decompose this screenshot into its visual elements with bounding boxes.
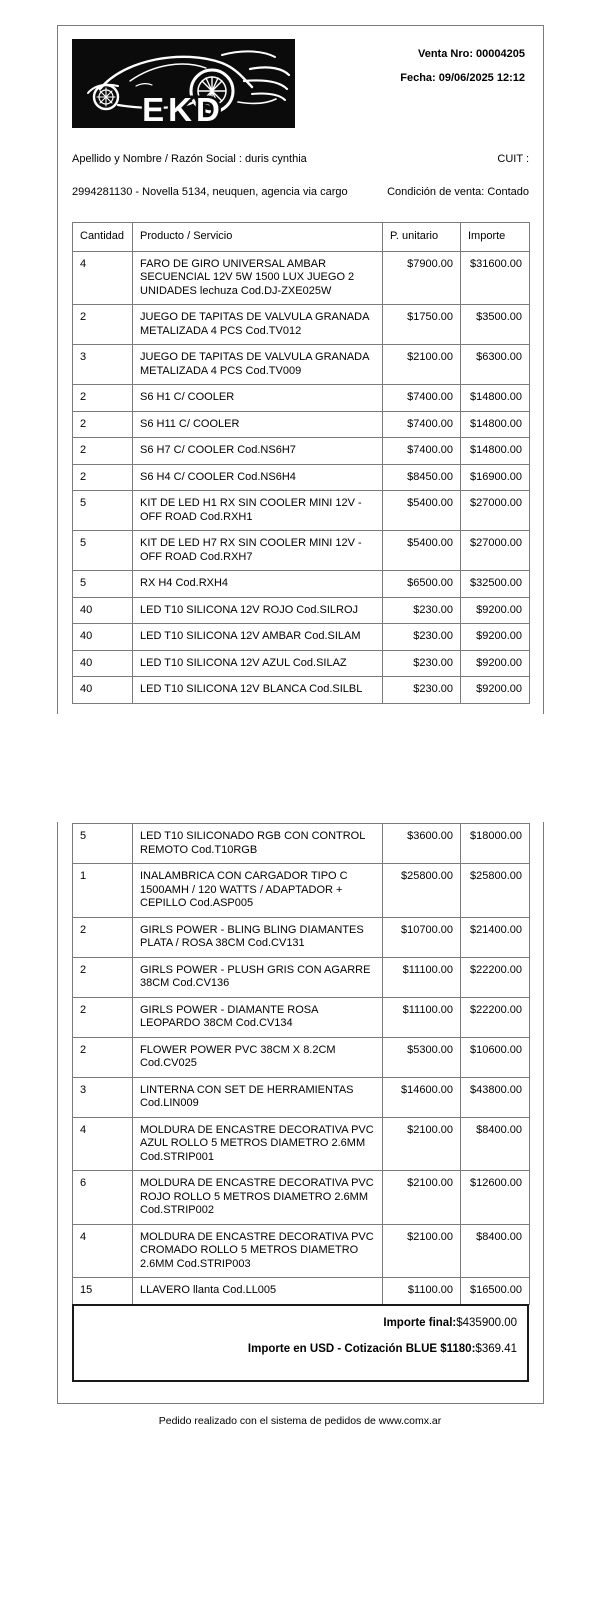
table-row xyxy=(73,411,530,438)
cell-qty: 5 xyxy=(73,824,133,864)
table-row xyxy=(73,385,530,412)
cell-unit-price: $2100.00 xyxy=(383,1224,461,1278)
cell-amount: $27000.00 xyxy=(461,491,530,531)
cell-qty: 40 xyxy=(73,677,133,704)
table-row xyxy=(73,491,530,531)
cell-qty: 2 xyxy=(73,957,133,997)
cell-amount: $9200.00 xyxy=(461,624,530,651)
cell-qty: 2 xyxy=(73,917,133,957)
cell-amount: $14800.00 xyxy=(461,438,530,465)
cell-product: LED T10 SILICONA 12V ROJO Cod.SILROJ xyxy=(133,597,383,624)
cell-product: MOLDURA DE ENCASTRE DECORATIVA PVC AZUL ROLLO 5 METROS DIAMETRO 2.6MM Cod.STRIP001 xyxy=(133,1117,383,1171)
header-p-unitario: P. unitario xyxy=(383,223,461,252)
cell-amount: $8400.00 xyxy=(461,1117,530,1171)
cell-unit-price: $1750.00 xyxy=(383,305,461,345)
cell-amount: $27000.00 xyxy=(461,531,530,571)
cell-product: RX H4 Cod.RXH4 xyxy=(133,571,383,598)
ekd-car-logo xyxy=(72,39,295,128)
cell-unit-price: $2100.00 xyxy=(383,345,461,385)
table-header-row xyxy=(73,223,530,252)
cell-unit-price: $2100.00 xyxy=(383,1117,461,1171)
cell-amount: $3500.00 xyxy=(461,305,530,345)
customer-row-2 xyxy=(72,186,529,199)
cell-amount: $6300.00 xyxy=(461,345,530,385)
cell-unit-price: $7400.00 xyxy=(383,385,461,412)
table-row xyxy=(73,1278,530,1305)
cell-unit-price: $5400.00 xyxy=(383,531,461,571)
table-row xyxy=(73,624,530,651)
cell-qty: 2 xyxy=(73,997,133,1037)
cell-product: GIRLS POWER - DIAMANTE ROSA LEOPARDO 38CM Cod.CV134 xyxy=(133,997,383,1037)
cell-product: FLOWER POWER PVC 38CM X 8.2CM Cod.CV025 xyxy=(133,1037,383,1077)
cell-amount: $14800.00 xyxy=(461,385,530,412)
cell-qty: 2 xyxy=(73,305,133,345)
cell-product: JUEGO DE TAPITAS DE VALVULA GRANADA METALIZADA 4 PCS Cod.TV009 xyxy=(133,345,383,385)
table-row xyxy=(73,305,530,345)
invoice-page-1 xyxy=(57,25,544,714)
cell-product: MOLDURA DE ENCASTRE DECORATIVA PVC ROJO ROLLO 5 METROS DIAMETRO 2.6MM Cod.STRIP002 xyxy=(133,1171,383,1225)
cell-qty: 4 xyxy=(73,1117,133,1171)
table-row xyxy=(73,251,530,305)
cell-product: FARO DE GIRO UNIVERSAL AMBAR SECUENCIAL 12V 5W 1500 LUX JUEGO 2 UNIDADES lechuza Cod.DJ-ZXE025W xyxy=(133,251,383,305)
cell-qty: 5 xyxy=(73,571,133,598)
cell-amount: $22200.00 xyxy=(461,957,530,997)
cell-unit-price: $14600.00 xyxy=(383,1077,461,1117)
cell-unit-price: $7900.00 xyxy=(383,251,461,305)
cell-amount: $18000.00 xyxy=(461,824,530,864)
customer-cuit-label: CUIT : xyxy=(497,153,529,165)
car-logo-icon xyxy=(72,39,295,128)
header-importe: Importe xyxy=(461,223,530,252)
cell-qty: 2 xyxy=(73,438,133,465)
cell-qty: 40 xyxy=(73,624,133,651)
table-row xyxy=(73,957,530,997)
cell-amount: $8400.00 xyxy=(461,1224,530,1278)
cell-unit-price: $25800.00 xyxy=(383,864,461,918)
cell-amount: $22200.00 xyxy=(461,997,530,1037)
cell-product: LED T10 SILICONA 12V AMBAR Cod.SILAM xyxy=(133,624,383,651)
cell-unit-price: $5400.00 xyxy=(383,491,461,531)
cell-qty: 5 xyxy=(73,491,133,531)
cell-product: GIRLS POWER - BLING BLING DIAMANTES PLATA / ROSA 38CM Cod.CV131 xyxy=(133,917,383,957)
table-row xyxy=(73,1171,530,1225)
total-final-line xyxy=(84,1316,517,1330)
cell-product: INALAMBRICA CON CARGADOR TIPO C 1500AMH / 120 WATTS / ADAPTADOR + CEPILLO Cod.ASP005 xyxy=(133,864,383,918)
cell-qty: 5 xyxy=(73,531,133,571)
table-row xyxy=(73,531,530,571)
cell-amount: $16500.00 xyxy=(461,1278,530,1305)
table-row xyxy=(73,464,530,491)
cell-unit-price: $10700.00 xyxy=(383,917,461,957)
table-row xyxy=(73,650,530,677)
cell-product: MOLDURA DE ENCASTRE DECORATIVA PVC CROMADO ROLLO 5 METROS DIAMETRO 2.6MM Cod.STRIP003 xyxy=(133,1224,383,1278)
cell-unit-price: $230.00 xyxy=(383,624,461,651)
cell-qty: 2 xyxy=(73,411,133,438)
table-row xyxy=(73,1077,530,1117)
header-cantidad: Cantidad xyxy=(73,223,133,252)
table-row xyxy=(73,864,530,918)
table-row xyxy=(73,345,530,385)
cell-product: LED T10 SILICONA 12V AZUL Cod.SILAZ xyxy=(133,650,383,677)
cell-qty: 6 xyxy=(73,1171,133,1225)
logo-text: EKD xyxy=(142,91,224,128)
customer-name: Apellido y Nombre / Razón Social : duris cynthia xyxy=(72,153,307,165)
customer-address: 2994281130 - Novella 5134, neuquen, agencia via cargo xyxy=(72,186,348,198)
table-row xyxy=(73,917,530,957)
cell-amount: $14800.00 xyxy=(461,411,530,438)
cell-unit-price: $8450.00 xyxy=(383,464,461,491)
cell-qty: 3 xyxy=(73,1077,133,1117)
cell-product: LLAVERO llanta Cod.LL005 xyxy=(133,1278,383,1305)
totals-box xyxy=(72,1304,529,1382)
cell-product: S6 H11 C/ COOLER xyxy=(133,411,383,438)
cell-amount: $16900.00 xyxy=(461,464,530,491)
items-table-page2 xyxy=(72,823,530,1305)
cell-unit-price: $230.00 xyxy=(383,677,461,704)
cell-product: LED T10 SILICONA 12V BLANCA Cod.SILBL xyxy=(133,677,383,704)
cell-amount: $21400.00 xyxy=(461,917,530,957)
cell-amount: $10600.00 xyxy=(461,1037,530,1077)
cell-qty: 4 xyxy=(73,1224,133,1278)
cell-qty: 4 xyxy=(73,251,133,305)
total-usd-value: $369.41 xyxy=(475,1343,517,1355)
cell-product: S6 H1 C/ COOLER xyxy=(133,385,383,412)
table-row xyxy=(73,597,530,624)
cell-amount: $12600.00 xyxy=(461,1171,530,1225)
cell-unit-price: $7400.00 xyxy=(383,411,461,438)
sale-meta xyxy=(400,48,525,84)
cell-product: LED T10 SILICONADO RGB CON CONTROL REMOTO Cod.T10RGB xyxy=(133,824,383,864)
cell-unit-price: $3600.00 xyxy=(383,824,461,864)
cell-product: JUEGO DE TAPITAS DE VALVULA GRANADA METALIZADA 4 PCS Cod.TV012 xyxy=(133,305,383,345)
cell-unit-price: $230.00 xyxy=(383,650,461,677)
cell-product: S6 H7 C/ COOLER Cod.NS6H7 xyxy=(133,438,383,465)
table-row xyxy=(73,997,530,1037)
cell-qty: 3 xyxy=(73,345,133,385)
table-row xyxy=(73,677,530,704)
cell-product: KIT DE LED H1 RX SIN COOLER MINI 12V - OFF ROAD Cod.RXH1 xyxy=(133,491,383,531)
cell-amount: $9200.00 xyxy=(461,677,530,704)
cell-qty: 2 xyxy=(73,1037,133,1077)
cell-unit-price: $7400.00 xyxy=(383,438,461,465)
total-final-value: $435900.00 xyxy=(456,1317,517,1329)
cell-unit-price: $6500.00 xyxy=(383,571,461,598)
cell-amount: $9200.00 xyxy=(461,597,530,624)
cell-qty: 15 xyxy=(73,1278,133,1305)
cell-qty: 40 xyxy=(73,597,133,624)
cell-amount: $25800.00 xyxy=(461,864,530,918)
invoice-page-2 xyxy=(57,822,544,1404)
sale-date: Fecha: 09/06/2025 12:12 xyxy=(400,72,525,84)
system-footer-text: Pedido realizado con el sistema de pedidos de www.comx.ar xyxy=(158,1415,442,1427)
cell-unit-price: $5300.00 xyxy=(383,1037,461,1077)
total-usd-label: Importe en USD - Cotización BLUE $1180: xyxy=(247,1343,476,1355)
items-table-page1 xyxy=(72,222,530,704)
cell-qty: 1 xyxy=(73,864,133,918)
cell-unit-price: $1100.00 xyxy=(383,1278,461,1305)
cell-qty: 2 xyxy=(73,385,133,412)
cell-product: LINTERNA CON SET DE HERRAMIENTAS Cod.LIN009 xyxy=(133,1077,383,1117)
cell-product: S6 H4 C/ COOLER Cod.NS6H4 xyxy=(133,464,383,491)
table-row xyxy=(73,571,530,598)
table-row xyxy=(73,1117,530,1171)
cell-amount: $9200.00 xyxy=(461,650,530,677)
cell-amount: $32500.00 xyxy=(461,571,530,598)
table-row xyxy=(73,1224,530,1278)
cell-unit-price: $11100.00 xyxy=(383,997,461,1037)
cell-unit-price: $230.00 xyxy=(383,597,461,624)
cell-amount: $31600.00 xyxy=(461,251,530,305)
table-row xyxy=(73,1037,530,1077)
cell-product: KIT DE LED H7 RX SIN COOLER MINI 12V - OFF ROAD Cod.RXH7 xyxy=(133,531,383,571)
cell-product: GIRLS POWER - PLUSH GRIS CON AGARRE 38CM Cod.CV136 xyxy=(133,957,383,997)
cell-unit-price: $11100.00 xyxy=(383,957,461,997)
sale-condition: Condición de venta: Contado xyxy=(387,186,529,198)
cell-qty: 40 xyxy=(73,650,133,677)
cell-amount: $43800.00 xyxy=(461,1077,530,1117)
sale-number: Venta Nro: 00004205 xyxy=(417,48,525,60)
total-usd-line xyxy=(84,1342,517,1356)
customer-row-1 xyxy=(72,153,529,166)
table-row xyxy=(73,438,530,465)
cell-qty: 2 xyxy=(73,464,133,491)
cell-unit-price: $2100.00 xyxy=(383,1171,461,1225)
table-row xyxy=(73,824,530,864)
header-producto: Producto / Servicio xyxy=(133,223,383,252)
total-final-label: Importe final: xyxy=(383,1317,457,1329)
